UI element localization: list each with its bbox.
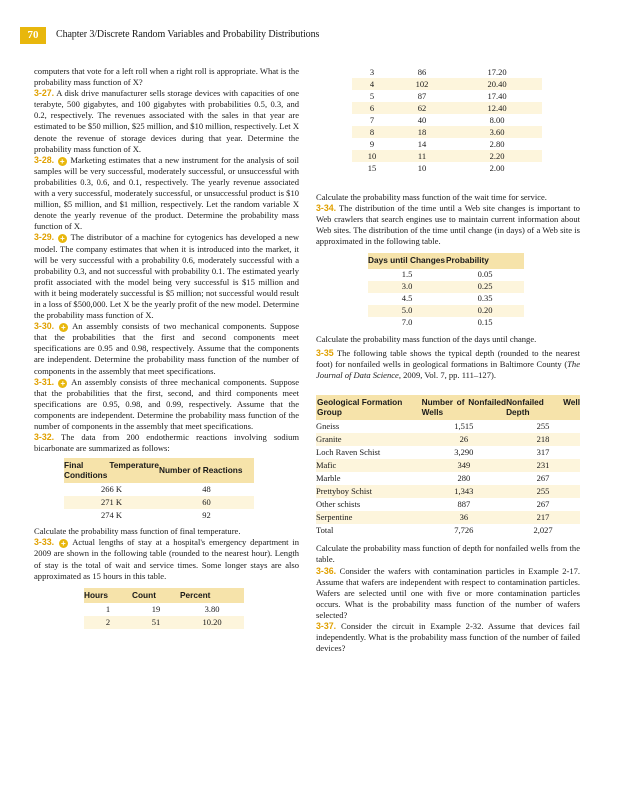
exercise-text: An assembly consists of three mechanical components. Suppose that the probabilities that the first, second, and third components meet specifications are 0.95, 0.98, and 0.99, respectively. Assume that the components are independent. Determine the probability mass function of the number of components in the assembly that meet specifications. <box>34 376 299 431</box>
days-until-change-table <box>368 253 524 329</box>
table-cell: Loch Raven Schist <box>316 447 381 458</box>
exercise-3-29 <box>34 232 299 321</box>
paragraph: Calculate the probability mass function of final temperature. <box>34 526 241 537</box>
table-cell: 51 <box>151 617 161 628</box>
table-cell: 0.15 <box>477 317 493 328</box>
table-cell: 17.20 <box>487 67 507 77</box>
exercise-number: 3-29. <box>34 232 55 243</box>
exercise-3-28 <box>34 155 299 233</box>
table-cell: 317 <box>536 447 550 458</box>
exercise-3-33 <box>34 537 299 581</box>
table-cell: 2.20 <box>489 151 505 161</box>
exercise-number: 3-34. <box>316 203 337 214</box>
table-cell: 48 <box>202 484 211 495</box>
table-cell: 4.5 <box>401 293 413 304</box>
exercise-3-30 <box>34 321 299 376</box>
paragraph: Calculate the probability mass function of the wait time for service. <box>316 192 547 202</box>
table-cell: 2.00 <box>489 163 505 173</box>
exercise-3-37 <box>316 621 580 654</box>
table-cell: 8 <box>369 127 375 137</box>
exercise-number: 3-33. <box>34 537 55 548</box>
table-cell: Prettyboy Schist <box>316 486 372 497</box>
table-cell: 3,290 <box>454 447 474 458</box>
exercise-number: 3-32. <box>34 432 55 443</box>
table-cell: 0.25 <box>477 281 493 292</box>
table-cell: 86 <box>417 67 427 77</box>
table-cell: 7 <box>369 115 375 125</box>
table-cell: Serpentine <box>316 512 353 523</box>
table-cell: 11 <box>417 151 427 161</box>
table-cell: Marble <box>316 473 341 484</box>
page-number: 70 <box>20 27 46 44</box>
table-cell: 7,726 <box>454 525 474 536</box>
table-cell: 1 <box>105 604 111 615</box>
table-cell: 12.40 <box>487 103 507 113</box>
table-header: Days until Changes <box>368 255 445 266</box>
right-column <box>316 192 580 654</box>
table-cell: 17.40 <box>487 91 507 101</box>
exercise-number: 3-35 <box>316 348 334 359</box>
exercise-text: The distributor of a machine for cytogenics has developed a new model. The company estimates that when it is introduced into the market, it will be very successful with a probability 0.6, moderately successful with a probability 0.3, and not successful with probability 0.1. The estimated yearly profit associated with the model being very successful is $15 million and with it being moderately successful is $5 million; not successful would result in a loss of $500,000. Let X be the yearly profit of the new model. Determine the probability mass function of X. <box>34 232 299 321</box>
exercise-text: Consider the wafers with contamination particles in Example 2-17. Assume that wafers are independent with respect to contamination particles. Wafers are selected until one with five or more contamination particles occurs. What is the probability mass function of the number of wafers selected? <box>316 565 581 620</box>
table-cell: Granite <box>316 434 342 445</box>
table-cell: 3.80 <box>204 604 220 615</box>
table-cell: 87 <box>417 91 427 101</box>
exercise-text: , 2009, Vol. 7, pp. 111–127). <box>398 370 496 381</box>
exercise-3-34 <box>316 203 580 247</box>
table-cell: 14 <box>417 139 427 149</box>
table-cell: 887 <box>457 499 471 510</box>
table-cell: 60 <box>202 497 211 508</box>
exercise-3-36 <box>316 566 580 621</box>
exercise-number: 3-28. <box>34 154 55 165</box>
exercise-text: Marketing estimates that a new instrument for the analysis of soil samples will be very successful, moderately successful, or unsuccessful with probabilities 0.3, 0.6, and 0.1, respectively. The yearly revenue associated with a very successful, moderately successful, or unsuccessful product is $10 million, $5 million, and $1 million, respectively. Let the random variable X denote the yearly revenue of the product. Determine the probability mass function of X. <box>34 154 300 232</box>
table-cell: 255 <box>536 421 550 432</box>
table-cell: 349 <box>457 460 471 471</box>
exercise-number: 3-36. <box>316 565 337 576</box>
table-cell: 3.60 <box>489 127 505 137</box>
table-cell: 62 <box>417 103 427 113</box>
table-cell: 10.20 <box>202 617 222 628</box>
exercise-text: Actual lengths of stay at a hospital's emergency department in 2009 are shown in the following table (rounded to the nearest hour). Length of stay is the total of wait and service times. Some longer stays are also approximated as 15 hours in this table. <box>34 537 299 581</box>
table-cell: 3.0 <box>401 281 413 292</box>
table-cell: 218 <box>536 434 550 445</box>
table-cell: 8.00 <box>489 115 505 125</box>
table-cell: 7.0 <box>401 317 413 328</box>
table-cell: 102 <box>415 79 429 89</box>
paragraph: computers that vote for a left roll when a right roll is appropriate. What is the probability mass function of X? <box>34 66 299 88</box>
exercise-number: 3-37. <box>316 621 337 631</box>
table-cell: 267 <box>536 499 550 510</box>
geological-wells-table <box>316 395 580 537</box>
plus-icon: + <box>59 323 68 332</box>
plus-icon: + <box>58 234 67 243</box>
table-cell: 26 <box>459 434 469 445</box>
exercise-text: Consider the circuit in Example 2-32. Assume that devices fail independently. What is the probability mass function of the number of failed devices? <box>316 621 581 654</box>
table-header: Number of Reactions <box>159 465 243 476</box>
paragraph: Calculate the probability mass function of depth for nonfailed wells from the table. <box>316 543 580 565</box>
exercise-3-27 <box>34 88 299 155</box>
table-cell: 5.0 <box>401 305 413 316</box>
table-cell: 5 <box>369 91 375 101</box>
table-cell: 231 <box>536 460 550 471</box>
table-header: Count <box>132 589 156 600</box>
left-column <box>34 66 299 629</box>
table-cell: 0.20 <box>477 305 493 316</box>
hours-table-part2 <box>352 66 542 174</box>
table-cell: 18 <box>417 127 427 137</box>
table-cell: 10 <box>367 151 377 161</box>
table-cell: 9 <box>369 139 375 149</box>
table-cell: Other schists <box>316 499 361 510</box>
table-header: Percent <box>180 589 211 600</box>
exercise-text: The distribution of the time until a Web site changes is important to Web crawlers that search engines use to maintain current information about Web sites. The distribution of the time until change (in days) of a Web site is approximated in the following table. <box>316 203 580 247</box>
final-temperature-table <box>64 458 254 522</box>
plus-icon: + <box>59 539 68 548</box>
table-cell: 92 <box>202 510 211 521</box>
table-cell: 274 K <box>100 510 122 521</box>
table-cell: 4 <box>369 79 375 89</box>
plus-icon: + <box>58 379 67 388</box>
running-head: Chapter 3/Discrete Random Variables and Probability Distributions <box>56 29 320 40</box>
exercise-text: The data from 200 endothermic reactions involving sodium bicarbonate are summarized as follows: <box>34 432 300 454</box>
table-cell: 0.35 <box>477 293 493 304</box>
hours-table-part1 <box>84 588 244 630</box>
exercise-3-31 <box>34 377 299 432</box>
exercise-text: The following table shows the typical depth (rounded to the nearest foot) for nonfailed wells in geological formations in Baltimore County ( <box>316 348 580 370</box>
table-cell: 2,027 <box>533 525 553 536</box>
table-cell: 280 <box>457 473 471 484</box>
journal-title: The Journal of Data Science <box>316 359 580 381</box>
table-cell: 36 <box>459 512 469 523</box>
exercise-text: A disk drive manufacturer sells storage devices with capacities of one terabyte, 500 gigabytes, and 100 gigabytes with probabilities 0.5, 0.3, and 0.2, respectively. The revenues associated with the sales in that year are estimated to be $50 million, $25 million, and $10 million, respectively. Let X denote the revenue of storage devices during that year. Determine the probability mass function of X. <box>34 88 299 154</box>
exercise-3-32 <box>34 432 299 454</box>
table-cell: 271 K <box>100 497 122 508</box>
exercise-number: 3-31. <box>34 376 55 387</box>
table-header: Final Temperature Conditions <box>64 460 159 480</box>
exercise-number: 3-27. <box>34 88 55 99</box>
table-header: Number of Nonfailed Wells <box>421 397 507 417</box>
table-header: Hours <box>84 589 108 600</box>
table-cell: 10 <box>417 163 427 173</box>
exercise-3-35 <box>316 348 580 381</box>
table-cell: 2.80 <box>489 139 505 149</box>
table-cell: Gneiss <box>316 421 340 432</box>
table-cell: 217 <box>536 512 550 523</box>
table-cell: Mafic <box>316 460 337 471</box>
table-cell: 255 <box>536 486 550 497</box>
table-cell: 3 <box>369 67 375 77</box>
table-cell: 2 <box>105 617 111 628</box>
table-cell: 1,515 <box>454 421 474 432</box>
table-header: Geological Formation Group <box>317 397 403 417</box>
table-header: Nonfailed Well Depth <box>506 397 580 417</box>
page-header <box>0 27 639 47</box>
plus-icon: + <box>58 157 67 166</box>
table-cell: 15 <box>367 163 377 173</box>
table-cell: 19 <box>151 604 161 615</box>
exercise-number: 3-30. <box>34 321 55 332</box>
table-header: Probability <box>446 255 489 266</box>
table-cell: Total <box>316 525 334 536</box>
table-cell: 6 <box>369 103 375 113</box>
table-cell: 0.05 <box>477 269 493 280</box>
table-cell: 1.5 <box>401 269 413 280</box>
table-cell: 40 <box>417 115 427 125</box>
table-cell: 267 <box>536 473 550 484</box>
exercise-text: An assembly consists of two mechanical components. Suppose that the probabilities that the first and second components meet specifications are 0.95 and 0.98, respectively. Assume that the components are independent. Determine the probability mass function of the number of components in the assembly that meet specifications. <box>34 321 300 376</box>
paragraph: Calculate the probability mass function of the days until change. <box>316 333 537 344</box>
table-cell: 266 K <box>100 484 122 495</box>
table-cell: 20.40 <box>487 79 507 89</box>
table-cell: 1,343 <box>454 486 474 497</box>
